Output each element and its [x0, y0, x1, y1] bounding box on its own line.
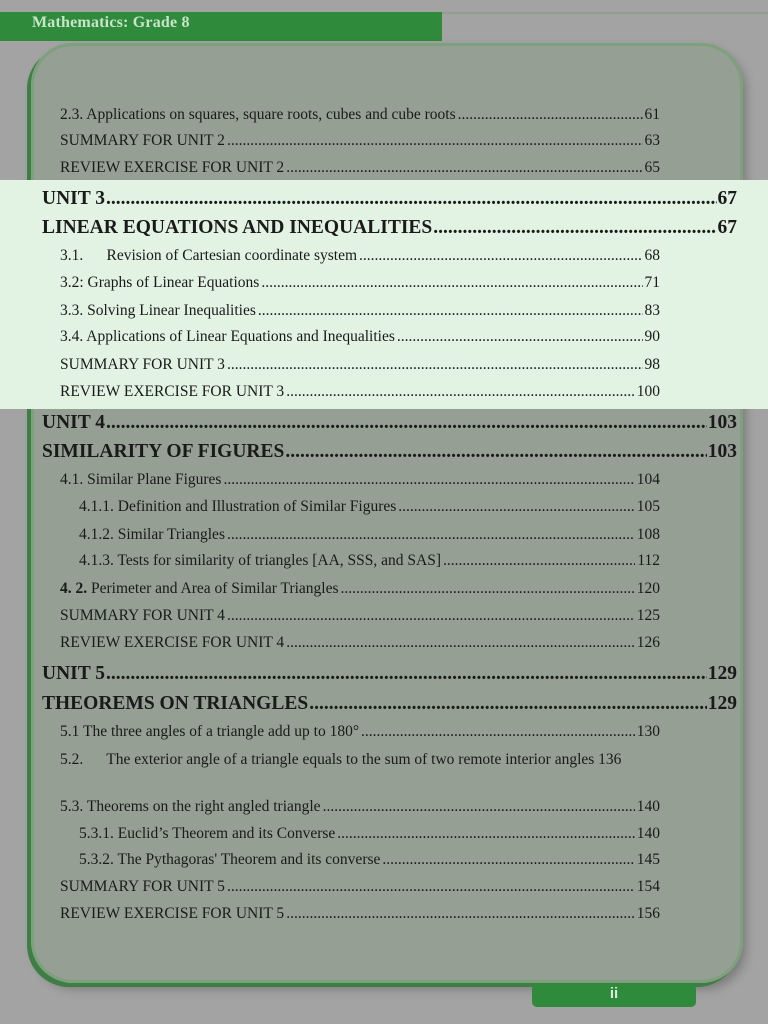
- toc-entry[interactable]: REVIEW EXERCISE FOR UNIT 5 ..... 156: [60, 905, 660, 923]
- toc-entry[interactable]: SUMMARY FOR UNIT 4 ..... 125: [60, 607, 660, 625]
- toc-entry[interactable]: 4.1.2. Similar Triangles ..... 108: [79, 526, 660, 544]
- toc-entry[interactable]: 4.1.3. Tests for similarity of triangles [AA, SSS, and SAS] ..... 112: [79, 552, 660, 570]
- toc-entry[interactable]: REVIEW EXERCISE FOR UNIT 2 ..... 65: [60, 159, 660, 177]
- toc-unit-heading[interactable]: UNIT 4 ..... 103: [42, 412, 737, 434]
- toc-entry[interactable]: 3.1. Revision of Cartesian coordinate system ..... 68: [60, 247, 660, 265]
- toc-unit-title[interactable]: THEOREMS ON TRIANGLES ..... 129: [42, 693, 737, 715]
- toc-entry-wrapped[interactable]: 5.2. The exterior angle of a triangle equals to the sum of two remote interior angles 136: [60, 751, 622, 768]
- toc-entry[interactable]: 4.1.1. Definition and Illustration of Similar Figures ..... 105: [79, 498, 660, 516]
- toc-entry[interactable]: SUMMARY FOR UNIT 5 ..... 154: [60, 878, 660, 896]
- toc-unit-heading[interactable]: UNIT 5 ..... 129: [42, 663, 737, 685]
- toc-entry[interactable]: 5.1 The three angles of a triangle add up to 180° ..... 130: [60, 723, 660, 741]
- toc-entry[interactable]: 5.3.2. The Pythagoras' Theorem and its converse ..... 145: [79, 851, 660, 869]
- toc-entry[interactable]: 4.1. Similar Plane Figures ..... 104: [60, 471, 660, 489]
- toc-unit-heading[interactable]: UNIT 3 ..... 67: [42, 188, 737, 210]
- toc-entry[interactable]: 5.3.1. Euclid’s Theorem and its Converse ..... 140: [79, 825, 660, 843]
- toc-entry[interactable]: SUMMARY FOR UNIT 3 ..... 98: [60, 356, 660, 374]
- toc-entry[interactable]: 5.3. Theorems on the right angled triangle ..... 140: [60, 798, 660, 816]
- page-number: ii: [609, 985, 619, 1002]
- toc-entry[interactable]: 3.4. Applications of Linear Equations and Inequalities ..... 90: [60, 328, 660, 346]
- toc-entry[interactable]: REVIEW EXERCISE FOR UNIT 4 ..... 126: [60, 634, 660, 652]
- toc-unit-title[interactable]: SIMILARITY OF FIGURES ..... 103: [42, 441, 737, 463]
- book-title: Mathematics: Grade 8: [32, 14, 190, 31]
- toc-entry[interactable]: 2.3. Applications on squares, square roots, cubes and cube roots ..... 61: [60, 106, 660, 124]
- toc-entry[interactable]: 4. 2. Perimeter and Area of Similar Triangles ..... 120: [60, 580, 660, 598]
- toc-entry[interactable]: REVIEW EXERCISE FOR UNIT 3 ..... 100: [60, 383, 660, 401]
- toc-entry[interactable]: 3.2: Graphs of Linear Equations ..... 71: [60, 274, 660, 292]
- toc-entry[interactable]: SUMMARY FOR UNIT 2 ..... 63: [60, 132, 660, 150]
- toc-unit-title[interactable]: LINEAR EQUATIONS AND INEQUALITIES ..... 67: [42, 217, 737, 239]
- toc-entry[interactable]: 3.3. Solving Linear Inequalities ..... 83: [60, 302, 660, 320]
